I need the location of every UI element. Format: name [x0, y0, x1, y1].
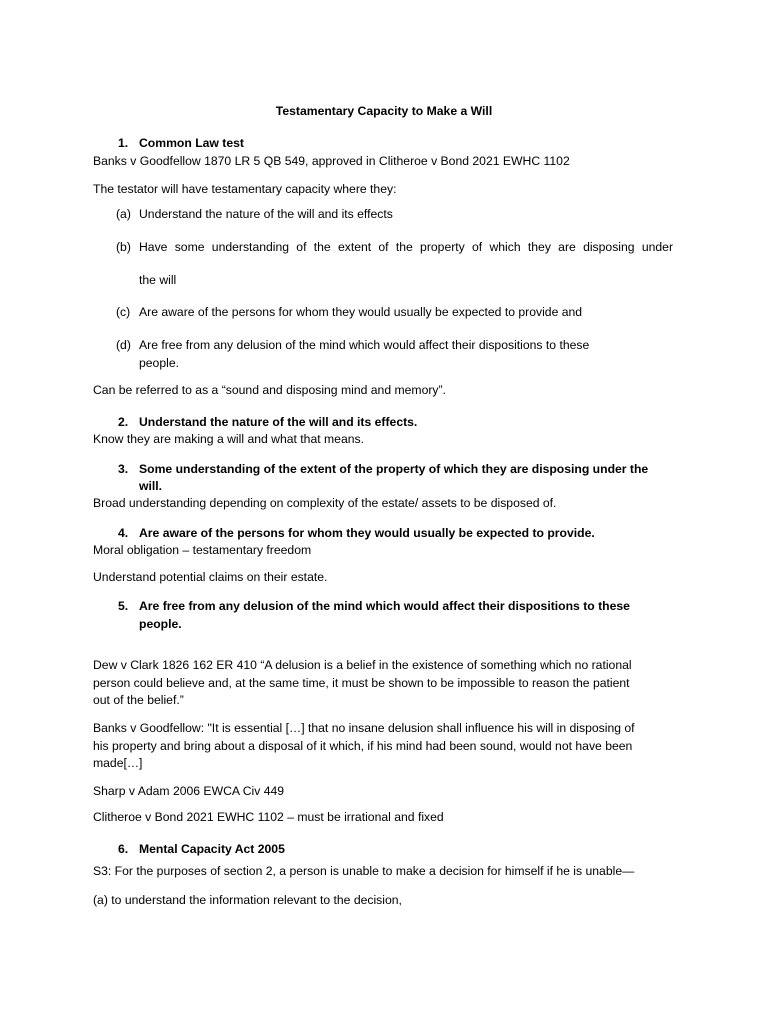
clitheroe-case: Clitheroe v Bond 2021 EWHC 1102 – must be irrational and fixed [93, 810, 444, 824]
banks-quote-line3: made[…] [93, 756, 143, 770]
section-4-body-2: Understand potential claims on their estate. [93, 570, 328, 584]
section-2-heading: Understand the nature of the will and its effects. [139, 415, 418, 429]
item-c-text: Are aware of the persons for whom they would usually be expected to provide and [139, 305, 583, 319]
banks-quote-line1: Banks v Goodfellow: "It is essential […] that no insane delusion shall influence his will in disposing of [93, 721, 635, 735]
section-4-body-1: Moral obligation – testamentary freedom [93, 543, 312, 557]
section-1-heading: Common Law test [139, 136, 244, 150]
section-1-number: 1. [118, 136, 129, 150]
section-5-number: 5. [118, 599, 129, 613]
item-b-text-line2: the will [139, 273, 177, 287]
section-2-number: 2. [118, 415, 129, 429]
section-5-heading-line2: people. [139, 617, 182, 631]
section-3-body: Broad understanding depending on complexity of the estate/ assets to be disposed of. [93, 496, 557, 510]
sharp-case: Sharp v Adam 2006 EWCA Civ 449 [93, 784, 285, 798]
section-1-intro: The testator will have testamentary capacity where they: [93, 182, 397, 196]
section-6-heading: Mental Capacity Act 2005 [139, 842, 285, 856]
item-d-text-line1: Are free from any delusion of the mind which would affect their dispositions to these [139, 338, 590, 352]
item-b-label: (b) [116, 240, 131, 254]
section-2-body: Know they are making a will and what that means. [93, 432, 364, 446]
item-c-label: (c) [116, 305, 131, 319]
section-3-heading-line2: will. [139, 479, 163, 493]
dew-quote-line2: person could believe and, at the same time, it must be shown to be impossible to reason the patient [93, 676, 630, 690]
section-4-number: 4. [118, 526, 129, 540]
banks-quote-line2: his property and bring about a disposal of it which, if his mind had been sound, would not have been [93, 739, 633, 753]
page-title: Testamentary Capacity to Make a Will [275, 104, 493, 118]
section-6-item-a: (a) to understand the information relevant to the decision, [93, 893, 402, 907]
section-5-heading-line1: Are free from any delusion of the mind which would affect their dispositions to these [139, 599, 630, 613]
section-6-number: 6. [118, 842, 129, 856]
dew-quote-line1: Dew v Clark 1826 162 ER 410 “A delusion is a belief in the existence of something which no rational [93, 658, 632, 672]
section-4-heading: Are aware of the persons for whom they would usually be expected to provide. [139, 526, 595, 540]
item-a-label: (a) [116, 207, 131, 221]
item-d-label: (d) [116, 338, 131, 352]
section-6-s3-text: S3: For the purposes of section 2, a person is unable to make a decision for himself if he is unable— [93, 864, 635, 878]
item-a-text: Understand the nature of the will and its effects [139, 207, 393, 221]
section-1-case: Banks v Goodfellow 1870 LR 5 QB 549, approved in Clitheroe v Bond 2021 EWHC 1102 [93, 154, 570, 168]
item-d-text-line2: people. [139, 356, 179, 370]
section-3-number: 3. [118, 462, 129, 476]
dew-quote-line3: out of the belief.” [93, 693, 184, 707]
item-b-text-line1: Have some understanding of the extent of the property of which they are disposing under [139, 240, 673, 254]
section-1-summary: Can be referred to as a “sound and disposing mind and memory”. [93, 383, 446, 397]
section-3-heading-line1: Some understanding of the extent of the property of which they are disposing under the [139, 462, 649, 476]
